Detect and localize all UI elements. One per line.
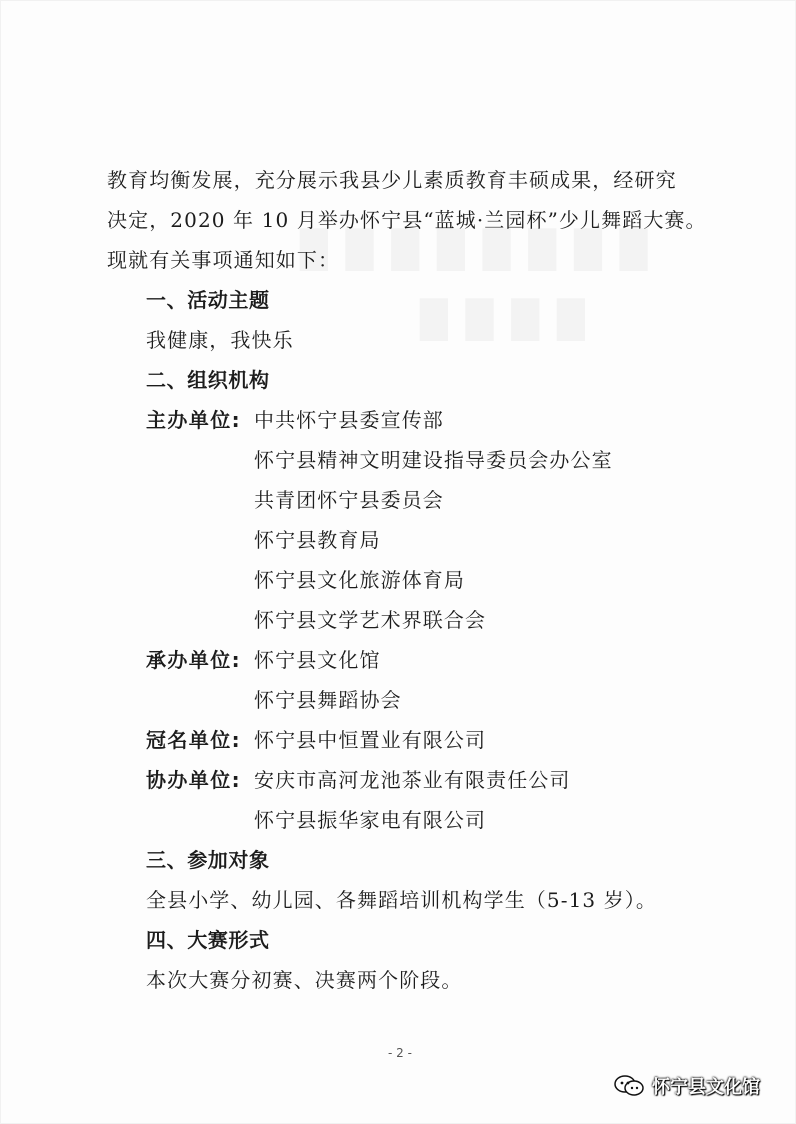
section-heading-format: 四、大赛形式 — [146, 928, 270, 952]
paragraph-line-2: 决定，2020 年 10 月举办怀宁县“蓝城·兰园杯”少儿舞蹈大赛。 — [107, 208, 707, 232]
wechat-icon — [612, 1074, 646, 1098]
theme-content: 我健康，我快乐 — [146, 328, 294, 352]
title-sponsor-item: 怀宁县中恒置业有限公司 — [254, 728, 487, 752]
section-heading-participants: 三、参加对象 — [146, 848, 270, 872]
organizer-item: 中共怀宁县委宣传部 — [254, 408, 444, 432]
organizer-item: 怀宁县精神文明建设指导委员会办公室 — [254, 448, 613, 472]
co-organizer-item: 安庆市高河龙池茶业有限责任公司 — [254, 768, 571, 792]
page-number: - 2 - — [388, 1046, 412, 1060]
section-heading-theme: 一、活动主题 — [146, 288, 270, 312]
host-item: 怀宁县舞蹈协会 — [254, 688, 402, 712]
faint-bleedthrough-text — [300, 230, 665, 271]
co-organizer-item: 怀宁县振华家电有限公司 — [254, 808, 487, 832]
organizer-item: 怀宁县文化旅游体育局 — [254, 568, 465, 592]
organizer-item: 共青团怀宁县委员会 — [254, 488, 444, 512]
host-item: 怀宁县文化馆 — [254, 648, 381, 672]
section-heading-organization: 二、组织机构 — [146, 368, 270, 392]
co-organizer-label: 协办单位: — [146, 768, 241, 792]
organizer-item: 怀宁县文学艺术界联合会 — [254, 608, 487, 632]
faint-bleedthrough-text — [420, 300, 603, 341]
paragraph-line-1: 教育均衡发展，充分展示我县少儿素质教育丰硕成果，经研究 — [107, 168, 677, 192]
watermark — [612, 1073, 760, 1099]
watermark-text: 怀宁县文化馆 — [652, 1077, 760, 1098]
participants-content: 全县小学、幼儿园、各舞蹈培训机构学生（5-13 岁）。 — [146, 888, 657, 912]
title-sponsor-label: 冠名单位: — [146, 728, 241, 752]
host-label: 承办单位: — [146, 648, 241, 672]
paragraph-line-3: 现就有关事项通知如下： — [107, 248, 340, 272]
organizer-label: 主办单位: — [146, 408, 241, 432]
format-content: 本次大赛分初赛、决赛两个阶段。 — [146, 968, 463, 992]
organizer-item: 怀宁县教育局 — [254, 528, 381, 552]
